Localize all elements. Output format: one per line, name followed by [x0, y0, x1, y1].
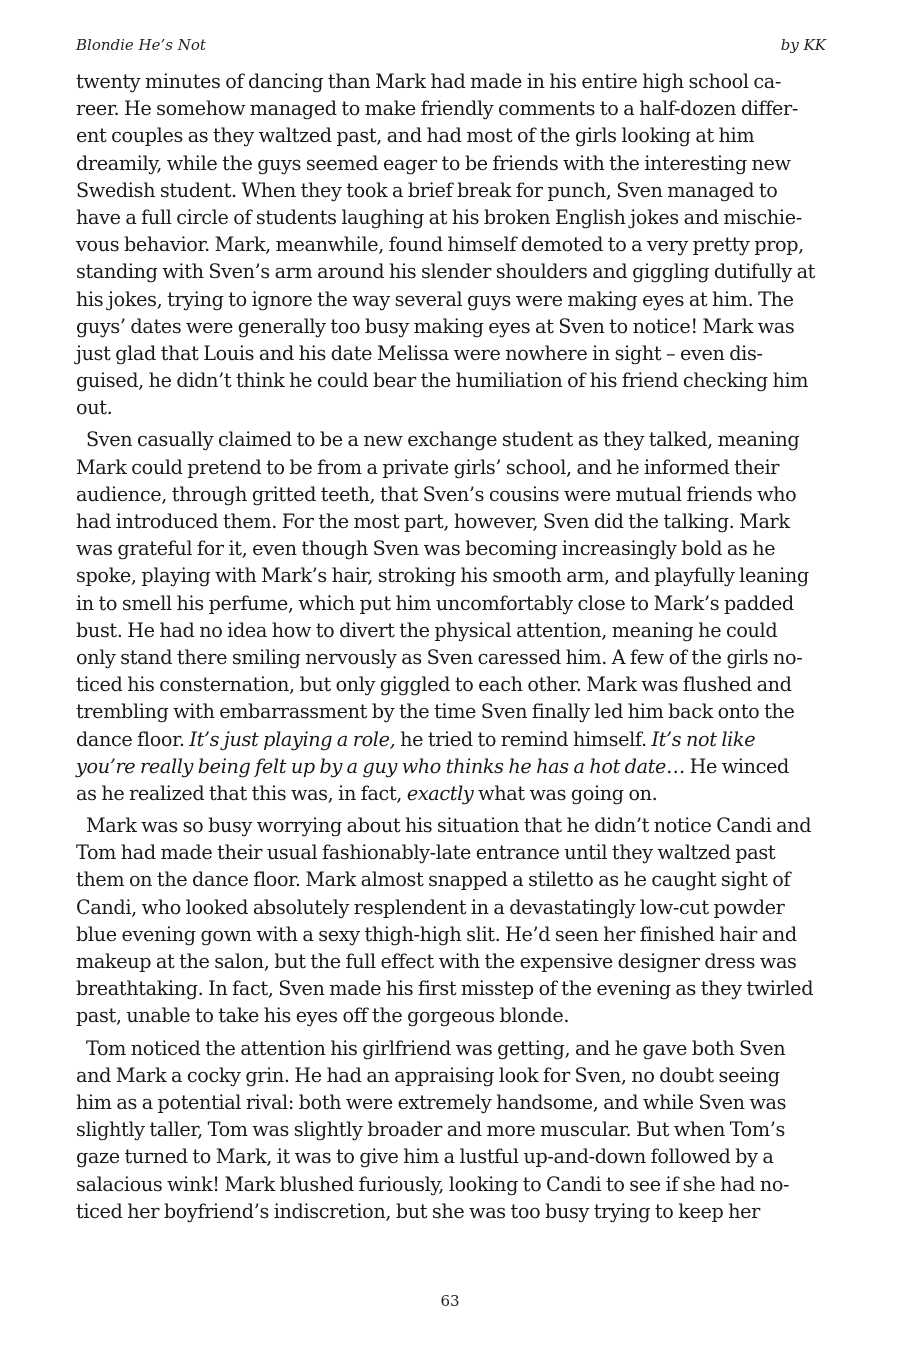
paragraph [76, 812, 826, 1030]
text-line: had introduced them. For the most part, however, Sven did the talking. Mark [76, 510, 790, 533]
text-line: have a full circle of students laughing at his broken English jokes and mischie- [76, 205, 802, 229]
text-line: trembling with embarrassment by the time Sven finally led him back onto the [76, 700, 795, 724]
text-run: he tried to remind himself. [395, 727, 652, 751]
text-line: Swedish student. When they took a brief break for punch, Sven managed to [76, 178, 778, 202]
text-line: past, unable to take his eyes off the gorgeous blonde. [76, 1004, 570, 1028]
text-line: makeup at the salon, but the full effect with the expensive designer dress was [76, 950, 797, 973]
text-line: Sven casually claimed to be a new exchange student as they talked, meaning [86, 428, 800, 452]
running-header [76, 36, 826, 58]
text-line: in to smell his perfume, which put him uncomfortably close to Mark’s padded [76, 591, 794, 615]
page-number: 63 [440, 1292, 460, 1310]
text-line: salacious wink! Mark blushed furiously, looking to Candi to see if she had no- [76, 1172, 790, 1196]
text-run: He winced [684, 754, 789, 778]
text-line: his jokes, trying to ignore the way several guys were making eyes at him. The [76, 287, 794, 311]
text-line: Candi, who looked absolutely resplendent in a devastatingly low-cut powder [76, 895, 785, 919]
text-line: dreamily, while the guys seemed eager to be friends with the interesting new [76, 151, 791, 175]
text-line: him as a potential rival: both were extremely handsome, and while Sven was [76, 1090, 787, 1114]
text-line: slightly taller, Tom was slightly broader and more muscular. But when Tom’s [76, 1118, 785, 1142]
paragraph [76, 1035, 826, 1225]
paragraph [76, 426, 826, 807]
paragraph [76, 68, 826, 421]
text-line: ticed his consternation, but only giggled to each other. Mark was flushed and [76, 673, 792, 697]
text-line: Mark could pretend to be from a private girls’ school, and he informed their [76, 455, 780, 479]
text-line: bust. He had no idea how to divert the physical attention, meaning he could [76, 618, 778, 642]
text-line: audience, through gritted teeth, that Sven’s cousins were mutual friends who [76, 482, 797, 506]
italic-thought: you’re really being felt up by a guy who thinks he has a hot date… [76, 754, 685, 778]
text-line: twenty minutes of dancing than Mark had made in his entire high school ca- [76, 70, 782, 93]
text-line: just glad that Louis and his date Melissa were nowhere in sight – even dis- [76, 341, 763, 365]
text-run: what was going on. [473, 781, 658, 805]
text-line: ent couples as they waltzed past, and had most of the girls looking at him [76, 124, 755, 148]
text-line [76, 726, 826, 753]
text-line: reer. He somehow managed to make friendly comments to a half-dozen differ- [76, 97, 798, 121]
text-line: breathtaking. In fact, Sven made his first misstep of the evening as they twirled [76, 977, 814, 1001]
body-text [76, 68, 826, 1230]
text-line: vous behavior. Mark, meanwhile, found himself demoted to a very pretty prop, [76, 233, 804, 257]
author-credit: by KK [780, 36, 826, 54]
text-line: was grateful for it, even though Sven was becoming increasingly bold as he [76, 537, 776, 561]
italic-thought: It’s not like [651, 727, 756, 751]
text-run: dance floor. [76, 727, 190, 751]
text-line: Tom noticed the attention his girlfriend was getting, and he gave both Sven [86, 1036, 786, 1060]
text-line: only stand there smiling nervously as Sven caressed him. A few of the girls no- [76, 645, 803, 669]
text-line: Tom had made their usual fashionably-late entrance until they waltzed past [76, 841, 776, 865]
text-line: gaze turned to Mark, it was to give him a lustful up-and-down followed by a [76, 1145, 774, 1169]
book-title: Blondie He’s Not [76, 36, 206, 54]
text-line: guys’ dates were generally too busy making eyes at Sven to notice! Mark was [76, 314, 795, 338]
text-line: Mark was so busy worrying about his situation that he didn’t notice Candi and [86, 814, 812, 838]
text-line: ticed her boyfriend’s indiscretion, but she was too busy trying to keep her [76, 1199, 760, 1223]
italic-emphasis: exactly [406, 781, 474, 805]
text-line [76, 780, 826, 807]
text-line [76, 753, 826, 780]
text-line: spoke, playing with Mark’s hair, stroking his smooth arm, and playfully leaning [76, 564, 809, 588]
text-run: as he realized that this was, in fact, [76, 781, 407, 805]
text-line: and Mark a cocky grin. He had an appraising look for Sven, no doubt seeing [76, 1063, 780, 1087]
text-line: guised, he didn’t think he could bear the humiliation of his friend checking him [76, 369, 809, 393]
text-line: standing with Sven’s arm around his slender shoulders and giggling dutifully at [76, 260, 816, 284]
text-line: them on the dance floor. Mark almost snapped a stiletto as he caught sight of [76, 868, 791, 892]
text-line: blue evening gown with a sexy thigh-high slit. He’d seen her finished hair and [76, 922, 797, 946]
text-line: out. [76, 396, 113, 420]
italic-thought: It’s just playing a role, [189, 727, 396, 751]
